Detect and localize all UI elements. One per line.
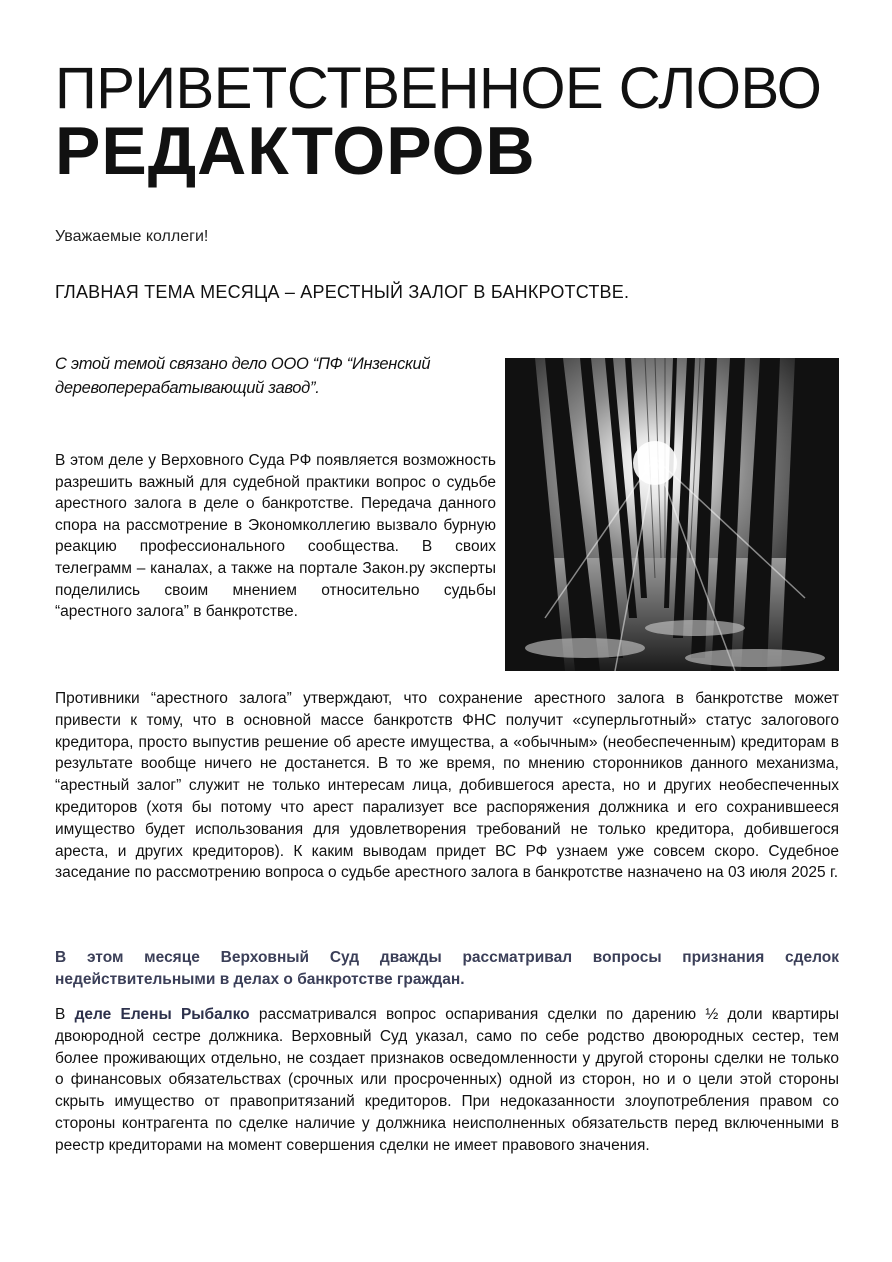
- paragraph-body: рассматривался вопрос оспаривания сделки по дарению ½ доли квартиры двоюродной сестре должника. Верховный Суд указал, само по себе родство двоюродных сестер, тем более проживающих отдельно, не создает признаков осведомленности у другой стороны сделки не только о финансовых обязательствах (срочных или просроченных) одной из сторон, но и о цели этой стороны скрыть имущество от правопритязаний кредиторов. При недоказанности злоупотребления правом со стороны контрагента по сделке наличие у должника неисполненных обязательств перед включенными в реестр кредиторами на момент совершения сделки не имеет правового значения.: [55, 1006, 839, 1154]
- page-title-line1: ПРИВЕТСТВЕННОЕ СЛОВО: [55, 56, 822, 121]
- paragraph-prefix: В: [55, 1006, 75, 1023]
- intro-italic: С этой темой связано дело ООО “ПФ “Инзенский деревоперерабатывающий завод”.: [55, 355, 431, 397]
- case-link[interactable]: деле Елены Рыбалко: [74, 1006, 250, 1023]
- forest-photo: [505, 358, 839, 671]
- paragraph-rybalko-case: [55, 1004, 839, 1157]
- greeting-text: Уважаемые коллеги!: [55, 228, 209, 245]
- paragraph-case-description: В этом деле у Верховного Суда РФ появляется возможность разрешить важный для судебной практики вопрос о судьбе арестного залога в деле о банкротстве. Передача данного спора на рассмотрение в Экономколлегию вызвало бурную реакцию профессионального сообщества. В своих телеграмм – каналах, а также на портале Закон.ру эксперты поделились своим мнением относительно судьбы “арестного залога” в банкротстве.: [55, 452, 496, 621]
- topic-heading: ГЛАВНАЯ ТЕМА МЕСЯЦА – АРЕСТНЫЙ ЗАЛОГ В БАНКРОТСТВЕ.: [55, 282, 630, 302]
- paragraph-opponents: Противники “арестного залога” утверждают, что сохранение арестного залога в банкротстве может привести к тому, что в основной массе банкротств ФНС получит «суперльготный» статус залогового кредитора, просто выпустив решение об аресте имущества, а «обычным» (необеспеченным) кредиторам в результате вообще ничего не достанется. В то же время, по мнению сторонников данного механизма, “арестный залог” служит не только интересам лица, добившегося ареста, но и других необеспеченных кредиторов (хотя бы потому что арест парализует все распоряжения должника и его сохранившееся имущество будет использования для удовлетворения требований не только кредитора, добившегося ареста, и других кредиторов). К каким выводам придет ВС РФ узнаем уже совсем скоро. Судебное заседание по рассмотрению вопроса о судьбе арестного залога в банкротстве назначено на 03 июля 2025 г.: [55, 690, 839, 882]
- page-title-line2: РЕДАКТОРОВ: [55, 113, 536, 189]
- highlight-paragraph: В этом месяце Верховный Суд дважды рассматривал вопросы признания сделок недействительными в делах о банкротстве граждан.: [55, 949, 839, 988]
